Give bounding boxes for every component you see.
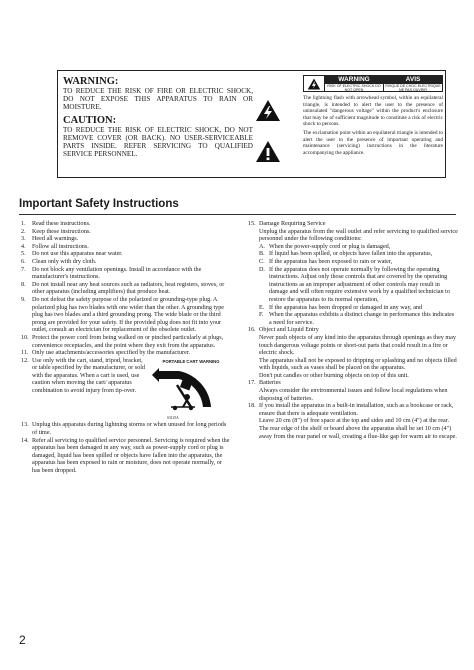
list-item: 14. Refer all servicing to qualified service personnel. Servicing is required when the apparatus has been damaged in any way, such as power-supply cord or plug is damaged, liquid has been spilled or objects have fallen into the apparatus, the apparatus has been exposed to rain or moisture, does not operate normally, or has been dropped. — [21, 437, 230, 475]
label-avis-sub: RISQUE DE CHOC ELECTRIQUE NE PAS OUVRIR — [385, 84, 441, 93]
caution-text: TO REDUCE THE RISK OF ELECTRIC SHOCK, DO NOT REMOVE COVER (OR BACK). NO USER-SERVICEABLE PARTS INSIDE. REFER SERVICING TO QUALIFIED SERVICE PERSONNEL. — [63, 125, 253, 159]
item-paragraph: Leave 20 cm (8") of free space at the top and sides and 10 cm (4") at the rear. The rear edge of the shelf or board above the apparatus shall be set 10 cm (4") away from the rear panel or wall, creating a flue-like gap for warm air to escape. — [259, 418, 457, 440]
sub-item: F. When the apparatus exhibits a distinct change in performance this indicates a need for service. — [259, 312, 455, 326]
list-item: 8. Do not install near any heat sources such as radiators, heat registers, stoves, or other apparatus (including amplifiers) that produce heat. — [21, 281, 225, 296]
lightning-symbol-text: The lightning flash with arrowhead symbol, within an equilateral triangle, is intended to alert the user to the presence of uninsulated "dangerous voltage" within the product's enclosure that may be of sufficient magnitude to constitute a risk of electric shock to persons. — [303, 95, 443, 128]
warning-title: WARNING: — [63, 76, 119, 87]
sub-item: C. If the apparatus has been exposed to rain or water, — [259, 258, 393, 265]
item-paragraph: Don't put candles or other burning objects on top of this unit. — [259, 372, 409, 379]
lightning-icon — [304, 76, 324, 91]
list-item: 11. Only use attachments/accessories specified by the manufacturer. — [21, 350, 191, 357]
lightning-triangle-icon — [255, 99, 281, 122]
label-warning-sub: RISK OF ELECTRIC SHOCK DO NOT OPEN — [327, 84, 381, 93]
cart-tipover-icon — [151, 367, 231, 411]
list-item: 5. Do not use this apparatus near water. — [21, 251, 123, 258]
item-paragraph: Never push objects of any kind into the apparatus through openings as they may touch dangerous voltage points or short-out parts that could result in a fire or electric shock. — [259, 334, 456, 357]
warning-text: TO REDUCE THE RISK OF FIRE OR ELECTRIC SHOCK, DO NOT EXPOSE THIS APPARATUS TO RAIN OR MOISTURE. — [63, 87, 253, 112]
item-paragraph: Always consider the environmental issues and follow local regulations when disposing of batteries. — [259, 388, 448, 402]
warning-label — [303, 75, 443, 92]
label-avis: AVIS — [384, 76, 442, 84]
item-title: Damage Requiring Service — [259, 221, 326, 227]
left-column — [21, 221, 231, 476]
exclamation-symbol-text: The exclamation point within an equilateral triangle is intended to alert the user to the presence of important operating and maintenance (servicing) instructions in the literature accompanying the appliance. — [303, 129, 443, 156]
page-number: 2 — [19, 633, 26, 647]
right-column — [248, 221, 458, 441]
sub-item: D. If the apparatus does not operate normally by following the operating instructions. Adjust only those controls that are covered by the operating instructions as an improper adjustment of other controls may result in damage and will often require extensive work by a qualified technician to restore the apparatus to its normal operation, — [259, 266, 450, 303]
symbol-explanations — [303, 75, 443, 158]
list-item: 10. Protect the power cord from being walked on or pinched particularly at plugs, convenience receptacles, and the point where they exit from the apparatus. — [21, 334, 224, 349]
item-paragraph: The apparatus shall not be exposed to dripping or splashing and no objects filled with liquids, such as vases shall be placed on the apparatus. — [259, 357, 457, 372]
cart-caption: PORTABLE CART WARNING — [162, 358, 220, 364]
list-item: 1. Read these instructions. — [21, 221, 91, 227]
list-item: 13. Unplug this apparatus during lightning storms or when unused for long periods of time. — [21, 422, 227, 437]
section-title: Important Safety Instructions — [19, 198, 179, 210]
list-item: 18. If you install the apparatus in a built-in installation, such as a bookcase or rack, ensure that there is adequate ventilation. — [248, 403, 454, 417]
warning-text-block — [63, 76, 253, 158]
list-item: 16. Object and Liquid Entry — [248, 327, 458, 335]
item-paragraph: Unplug the apparatus from the wall outlet and refer servicing to qualified service personnel under the following conditions: — [259, 228, 458, 243]
list-item-cart: 12. Use only with the cart, stand, tripod, bracket, or table specified by the manufacturer, or sold with the apparatus. When a cart is used, use caution when moving the cart/ apparatus combination to avoid injury from tip-over. PORTABLE CART WARNING S3125A — [21, 358, 231, 423]
list-item: 6. Clean only with dry cloth. — [21, 258, 97, 265]
section-divider — [19, 214, 456, 215]
cart-figure-id: S3125A — [167, 415, 179, 420]
list-item: 15. Damage Requiring Service — [248, 221, 458, 229]
list-item: 9. Do not defeat the safety purpose of the polarized or grounding-type plug. A polarized plug has two blades with one wider than the other. A grounding type plug has two blades and a third grounding prong. The wide blade or the third prong are provided for your safety. If the provided plug does not fit into your outlet, consult an electrician for replacement of the obsolete outlet. — [21, 296, 225, 334]
sub-item: E. If the apparatus has been dropped or damaged in any way, and — [259, 304, 423, 311]
warning-box — [57, 70, 446, 178]
list-item: 2. Keep these instructions. — [21, 228, 91, 235]
exclamation-triangle-icon — [255, 140, 281, 163]
item-title: Batteries — [259, 380, 281, 387]
list-item: 7. Do not block any ventilation openings. Install in accordance with the manufacturer's instructions. — [21, 266, 202, 281]
list-item: 3. Heed all warnings. — [21, 236, 79, 243]
sub-item: B. If liquid has been spilled, or objects have fallen into the apparatus, — [259, 251, 433, 258]
caution-title: CAUTION: — [63, 114, 117, 126]
list-item: 17. Batteries — [248, 380, 458, 388]
list-item: 4. Follow all instructions. — [21, 243, 89, 250]
cart-text: Use only with the cart, stand, tripod, bracket, or table specified by the manufacturer, or sold with the apparatus. When a cart is used, use caution when moving the cart/ apparatus combination to avoid injury from tip-over. — [32, 357, 145, 395]
item-title: Object and Liquid Entry — [259, 327, 319, 334]
portable-cart-figure — [151, 358, 231, 423]
sub-item: A. When the power-supply cord or plug is damaged, — [259, 243, 391, 250]
label-warning: WARNING — [325, 76, 383, 84]
